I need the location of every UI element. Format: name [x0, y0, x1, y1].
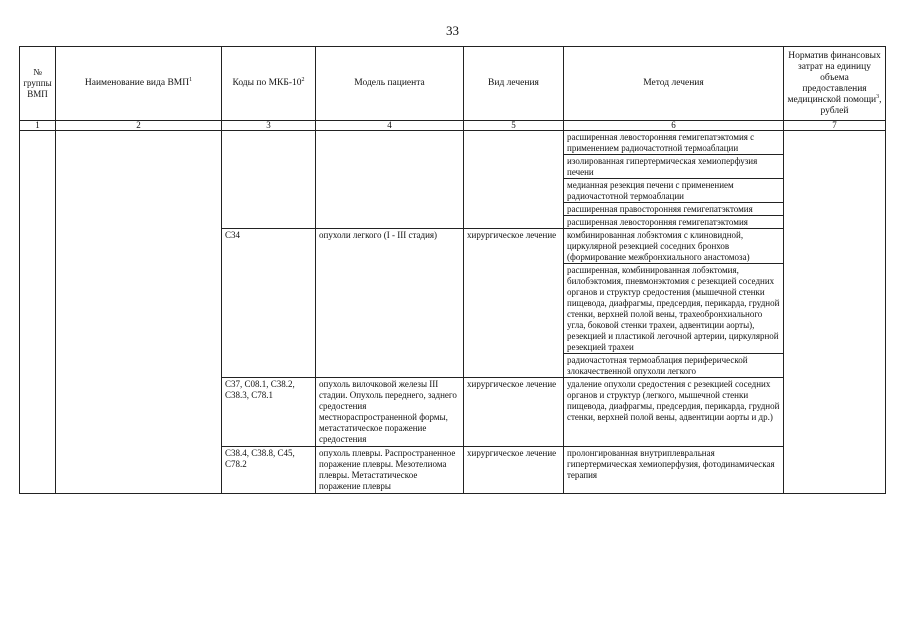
header-row: [20, 47, 886, 121]
codes-cell: C34: [222, 229, 316, 378]
table-row: [20, 131, 886, 155]
codes-cell: C38.4, C38.8, C45, C78.2: [222, 447, 316, 494]
header-codes: Коды по МКБ-$10^2$: [222, 47, 316, 121]
column-number: 3: [222, 121, 316, 131]
header-treatment: Вид лечения: [464, 47, 564, 121]
header-model: Модель пациента: [316, 47, 464, 121]
treatment-cell: хирургическое лечение: [464, 229, 564, 378]
column-number: 7: [784, 121, 886, 131]
method-cell: расширенная, комбинированная лобэктомия, билобэктомия, пневмонэктомия с резекцией соседних органов и структур средостения (мышечной стенки пищевода, диафрагмы, предсердия, перикарда, грудной стенки, верхней полой вены, трахеобронхиального угла, боковой стенки трахеи, адвентиции аорты), резекцией и пластикой легочной артерии, циркулярной резекцией трахеи: [564, 264, 784, 354]
vmp-name-cell: [56, 131, 222, 494]
norm-cell: [784, 131, 886, 494]
column-number: 4: [316, 121, 464, 131]
treatment-cell: [464, 131, 564, 229]
page-number: 33: [446, 23, 459, 38]
column-number: 6: [564, 121, 784, 131]
method-cell: расширенная левосторонняя гемигепатэктомия: [564, 216, 784, 229]
group-cell: [20, 131, 56, 494]
treatment-cell: хирургическое лечение: [464, 447, 564, 494]
method-cell: медианная резекция печени с применением радиочастотной термоаблации: [564, 179, 784, 203]
column-number: 2: [56, 121, 222, 131]
codes-cell: [222, 131, 316, 229]
method-cell: удаление опухоли средостения с резекцией соседних органов и структур (легкого, мышечной стенки пищевода, диафрагмы, предсердия, перикарда, грудной стенки, верхней полой вены, адвентиции аорты и др.): [564, 378, 784, 447]
column-number-row: [20, 121, 886, 131]
column-number: 5: [464, 121, 564, 131]
method-cell: радиочастотная термоаблация периферической злокачественной опухоли легкого: [564, 354, 784, 378]
header-norm: Норматив финансовых затрат на единицу объема предоставления медицинской помощи$^3$, рублей: [784, 47, 886, 121]
header-method: Метод лечения: [564, 47, 784, 121]
method-cell: расширенная левосторонняя гемигепатэктомия с применением радиочастотной термоаблации: [564, 131, 784, 155]
model-cell: опухоли легкого (I - III стадия): [316, 229, 464, 378]
model-cell: опухоль плевры. Распространенное поражение плевры. Мезотелиома плевры. Метастатическое поражение плевры: [316, 447, 464, 494]
method-cell: расширенная правосторонняя гемигепатэктомия: [564, 203, 784, 216]
model-cell: опухоль вилочковой железы III стадии. Опухоль переднего, заднего средостения местнораспространенной формы, метастатическое поражение средостения: [316, 378, 464, 447]
method-cell: изолированная гипертермическая хемиоперфузия печени: [564, 155, 784, 179]
model-cell: [316, 131, 464, 229]
column-number: 1: [20, 121, 56, 131]
header-name: Наименование вида ВМП$^1$: [56, 47, 222, 121]
vmp-table: [19, 46, 886, 494]
header-group: № группы ВМП: [20, 47, 56, 121]
method-cell: комбинированная лобэктомия с клиновидной, циркулярной резекцией соседних бронхов (формирование межбронхиального анастомоза): [564, 229, 784, 264]
codes-cell: C37, C08.1, C38.2, C38.3, C78.1: [222, 378, 316, 447]
method-cell: пролонгированная внутриплевральная гипертермическая хемиоперфузия, фотодинамическая терапия: [564, 447, 784, 494]
treatment-cell: хирургическое лечение: [464, 378, 564, 447]
